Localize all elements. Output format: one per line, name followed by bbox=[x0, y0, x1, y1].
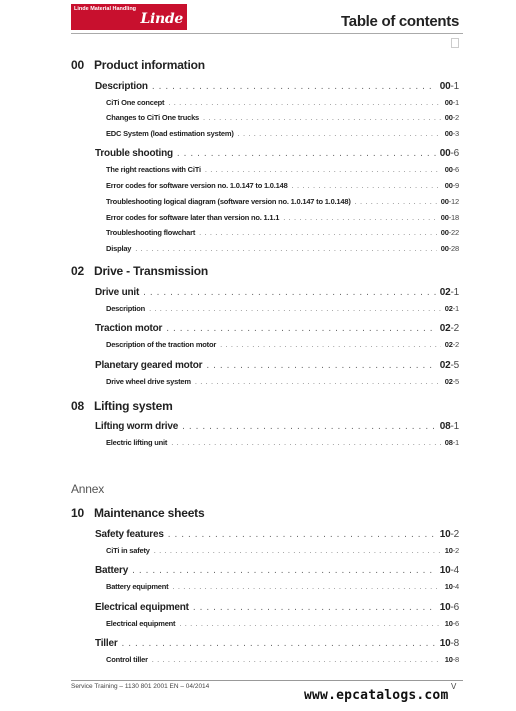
toc-entry[interactable]: Drive wheel drive system . . . 02-5 bbox=[106, 377, 459, 388]
toc-entry[interactable]: Control tiller . . . 10-8 bbox=[106, 655, 459, 666]
toc-section[interactable]: Description . . . 00-1 bbox=[95, 81, 459, 94]
toc-entry[interactable]: CiTi in safety . . . 10-2 bbox=[106, 546, 459, 557]
footer-page-number: V bbox=[451, 682, 457, 691]
chapter-heading[interactable]: 10 Maintenance sheets bbox=[71, 506, 205, 520]
toc-entry[interactable]: CiTi One concept . . . 00-1 bbox=[106, 98, 459, 109]
chapter-heading[interactable]: 00 Product information bbox=[71, 58, 205, 72]
toc-entry[interactable]: Changes to CiTi One trucks . . . 00-2 bbox=[106, 113, 459, 124]
toc-entry[interactable]: Electric lifting unit . . . 08-1 bbox=[106, 438, 459, 449]
footer-divider bbox=[71, 680, 463, 681]
toc-section[interactable]: Safety features . . . 10-2 bbox=[95, 529, 459, 542]
page-title: Table of contents bbox=[341, 13, 459, 30]
toc-entry[interactable]: Battery equipment . . . 10-4 bbox=[106, 582, 459, 593]
chapter-heading[interactable]: 08 Lifting system bbox=[71, 399, 173, 413]
brand-name: Linde Material Handling bbox=[74, 6, 137, 12]
footer-document-info: Service Training – 1130 801 2001 EN – 04/2014 bbox=[71, 683, 210, 690]
toc-section[interactable]: Electrical equipment . . . 10-6 bbox=[95, 602, 459, 615]
toc-entry[interactable]: Troubleshooting flowchart . . . 00-22 bbox=[106, 228, 459, 239]
toc-section[interactable]: Lifting worm drive . . . 08-1 bbox=[95, 421, 459, 434]
toc-entry[interactable]: Error codes for software later than version no. 1.1.1 . . . 00-18 bbox=[106, 213, 459, 224]
watermark-url: www.epcatalogs.com bbox=[304, 688, 449, 703]
toc-section[interactable]: Traction motor . . . 02-2 bbox=[95, 323, 459, 336]
toc-entry[interactable]: Electrical equipment . . . 10-6 bbox=[106, 619, 459, 630]
toc-entry[interactable]: EDC System (load estimation system) . . . 00-3 bbox=[106, 129, 459, 140]
toc-entry[interactable]: Troubleshooting logical diagram (software version no. 1.0.147 to 1.0.148) . . . 00-12 bbox=[106, 197, 459, 208]
chapter-heading[interactable]: 02 Drive - Transmission bbox=[71, 264, 209, 278]
brand-logo: Linde bbox=[140, 11, 183, 27]
toc-section[interactable]: Tiller . . . 10-8 bbox=[95, 638, 459, 651]
toc-section[interactable]: Drive unit . . . 02-1 bbox=[95, 287, 459, 300]
toc-section[interactable]: Planetary geared motor . . . 02-5 bbox=[95, 360, 459, 373]
toc-entry[interactable]: The right reactions with CiTi . . . 00-6 bbox=[106, 165, 459, 176]
toc-entry[interactable]: Description . . . 02-1 bbox=[106, 304, 459, 315]
annex-heading: Annex bbox=[71, 482, 105, 496]
toc-section[interactable]: Trouble shooting . . . 00-6 bbox=[95, 148, 459, 161]
toc-entry[interactable]: Description of the traction motor . . . 02-2 bbox=[106, 340, 459, 351]
toc-entry[interactable]: Error codes for software version no. 1.0.147 to 1.0.148 . . . 00-9 bbox=[106, 181, 459, 192]
toc-section[interactable]: Battery . . . 10-4 bbox=[95, 565, 459, 578]
toc-entry[interactable]: Display . . . 00-28 bbox=[106, 244, 459, 255]
